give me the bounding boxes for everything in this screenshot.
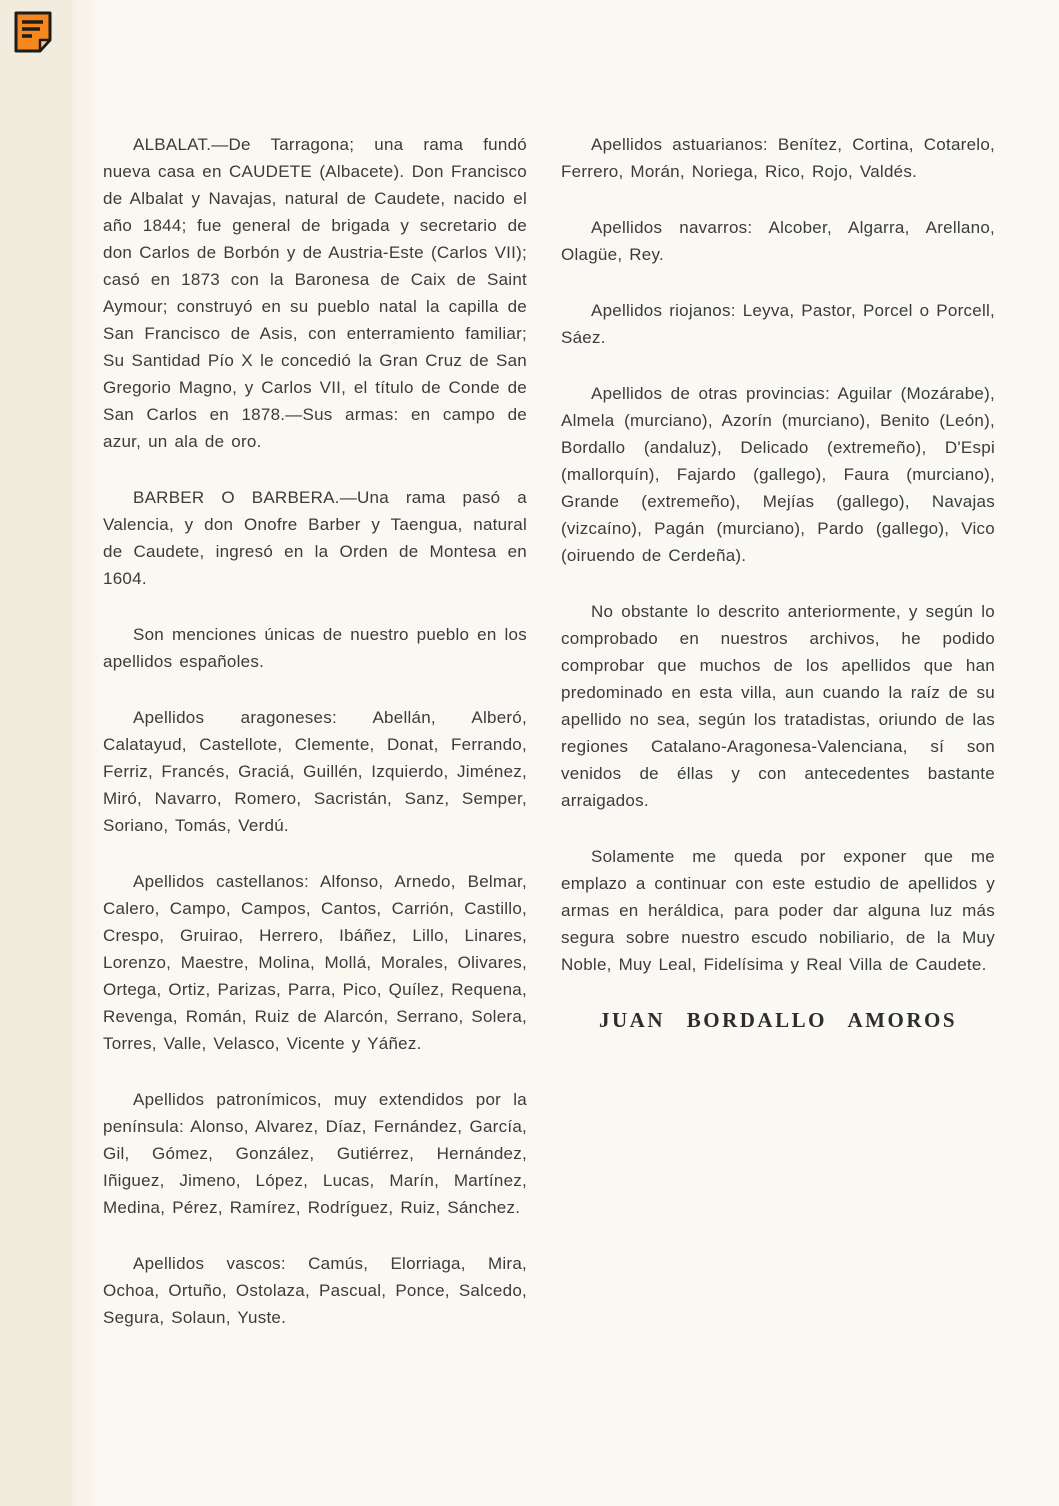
paragraph-aragoneses: Apellidos aragoneses: Abellán, Alberó, Calatayud, Castellote, Clemente, Donat, Ferrando, Ferriz, Francés, Graciá, Guillén, Izquierdo, Jiménez, Miró, Navarro, Romero, Sacristán, Sanz, Semper, Soriano, Tomás, Verdú.	[103, 708, 527, 835]
paragraph-no-obstante: No obstante lo descrito anteriormente, y según lo comprobado en nuestros archivos, he podido comprobar que muchos de los apellidos que han predominado en esta villa, aun cuando la raíz de su apellido no sea, según los tratadistas, oriundo de las regiones Catalano-Aragonesa-Valenciana, sí son venidos de éllas y con antecedentes bastante arraigados.	[561, 602, 995, 810]
paragraph-riojanos: Apellidos riojanos: Leyva, Pastor, Porcel o Porcell, Sáez.	[561, 301, 995, 347]
paragraph-astuarianos: Apellidos astuarianos: Benítez, Cortina, Cotarelo, Ferrero, Morán, Noriega, Rico, Rojo, Valdés.	[561, 135, 995, 181]
paragraph-solamente: Solamente me queda por exponer que me emplazo a continuar con este estudio de apellidos y armas en heráldica, para poder dar alguna luz más segura sobre nuestro escudo nobiliario, de la Muy Noble, Muy Leal, Fidelísima y Real Villa de Caudete.	[561, 847, 995, 974]
left-column	[103, 131, 527, 1360]
paragraph-patronimicos: Apellidos patronímicos, muy extendidos por la península: Alonso, Alvarez, Díaz, Fernández, García, Gil, Gómez, González, Gutiérrez, Hernández, Iñiguez, Jimeno, López, Lucas, Marín, Martínez, Medina, Pérez, Ramírez, Rodríguez, Ruiz, Sánchez.	[103, 1090, 527, 1217]
note-icon[interactable]	[12, 10, 54, 54]
author-signature: JUAN BORDALLO AMOROS	[598, 1008, 958, 1032]
paragraph-otras-provincias: Apellidos de otras provincias: Aguilar (Mozárabe), Almela (murciano), Azorín (murciano), Benito (León), Bordallo (andaluz), Delicado (extremeño), D'Espi (mallorquín), Fajardo (gallego), Faura (murciano), Grande (extremeño), Mejías (gallego), Navajas (vizcaíno), Pagán (murciano), Pardo (gallego), Vico (oiruendo de Cerdeña).	[561, 384, 995, 565]
paragraph-castellanos: Apellidos castellanos: Alfonso, Arnedo, Belmar, Calero, Campo, Campos, Cantos, Carrión, Castillo, Crespo, Gruirao, Herrero, Ibáñez, Lillo, Linares, Lorenzo, Maestre, Molina, Mollá, Morales, Olivares, Ortega, Ortiz, Parizas, Parra, Pico, Quílez, Requena, Revenga, Román, Ruiz de Alarcón, Serrano, Solera, Torres, Valle, Velasco, Vicente y Yáñez.	[103, 872, 527, 1053]
paragraph-albalat: ALBALAT.—De Tarragona; una rama fundó nueva casa en CAUDETE (Albacete). Don Francisco de Albalat y Navajas, natural de Caudete, nacido el año 1844; fue general de brigada y secretario de don Carlos de Borbón y de Austria-Este (Carlos VII); casó en 1873 con la Baronesa de Caix de Saint Aymour; construyó en su pueblo natal la capilla de San Francisco de Asis, con enterramiento familiar; Su Santidad Pío X le concedió la Gran Cruz de San Gregorio Magno, y Carlos VII, el título de Conde de San Carlos en 1878.—Sus armas: en campo de azur, un ala de oro.	[103, 135, 527, 451]
paragraph-menciones: Son menciones únicas de nuestro pueblo en los apellidos españoles.	[103, 625, 527, 671]
paragraph-navarros: Apellidos navarros: Alcober, Algarra, Arellano, Olagüe, Rey.	[561, 218, 995, 264]
paragraph-barber: BARBER O BARBERA.—Una rama pasó a Valencia, y don Onofre Barber y Taengua, natural de Caudete, ingresó en la Orden de Montesa en 1604.	[103, 488, 527, 588]
note-icon-glyph	[12, 10, 54, 54]
paragraph-vascos: Apellidos vascos: Camús, Elorriaga, Mira, Ochoa, Ortuño, Ostolaza, Pascual, Ponce, Salcedo, Segura, Solaun, Yuste.	[103, 1254, 527, 1327]
right-column	[561, 131, 995, 1034]
